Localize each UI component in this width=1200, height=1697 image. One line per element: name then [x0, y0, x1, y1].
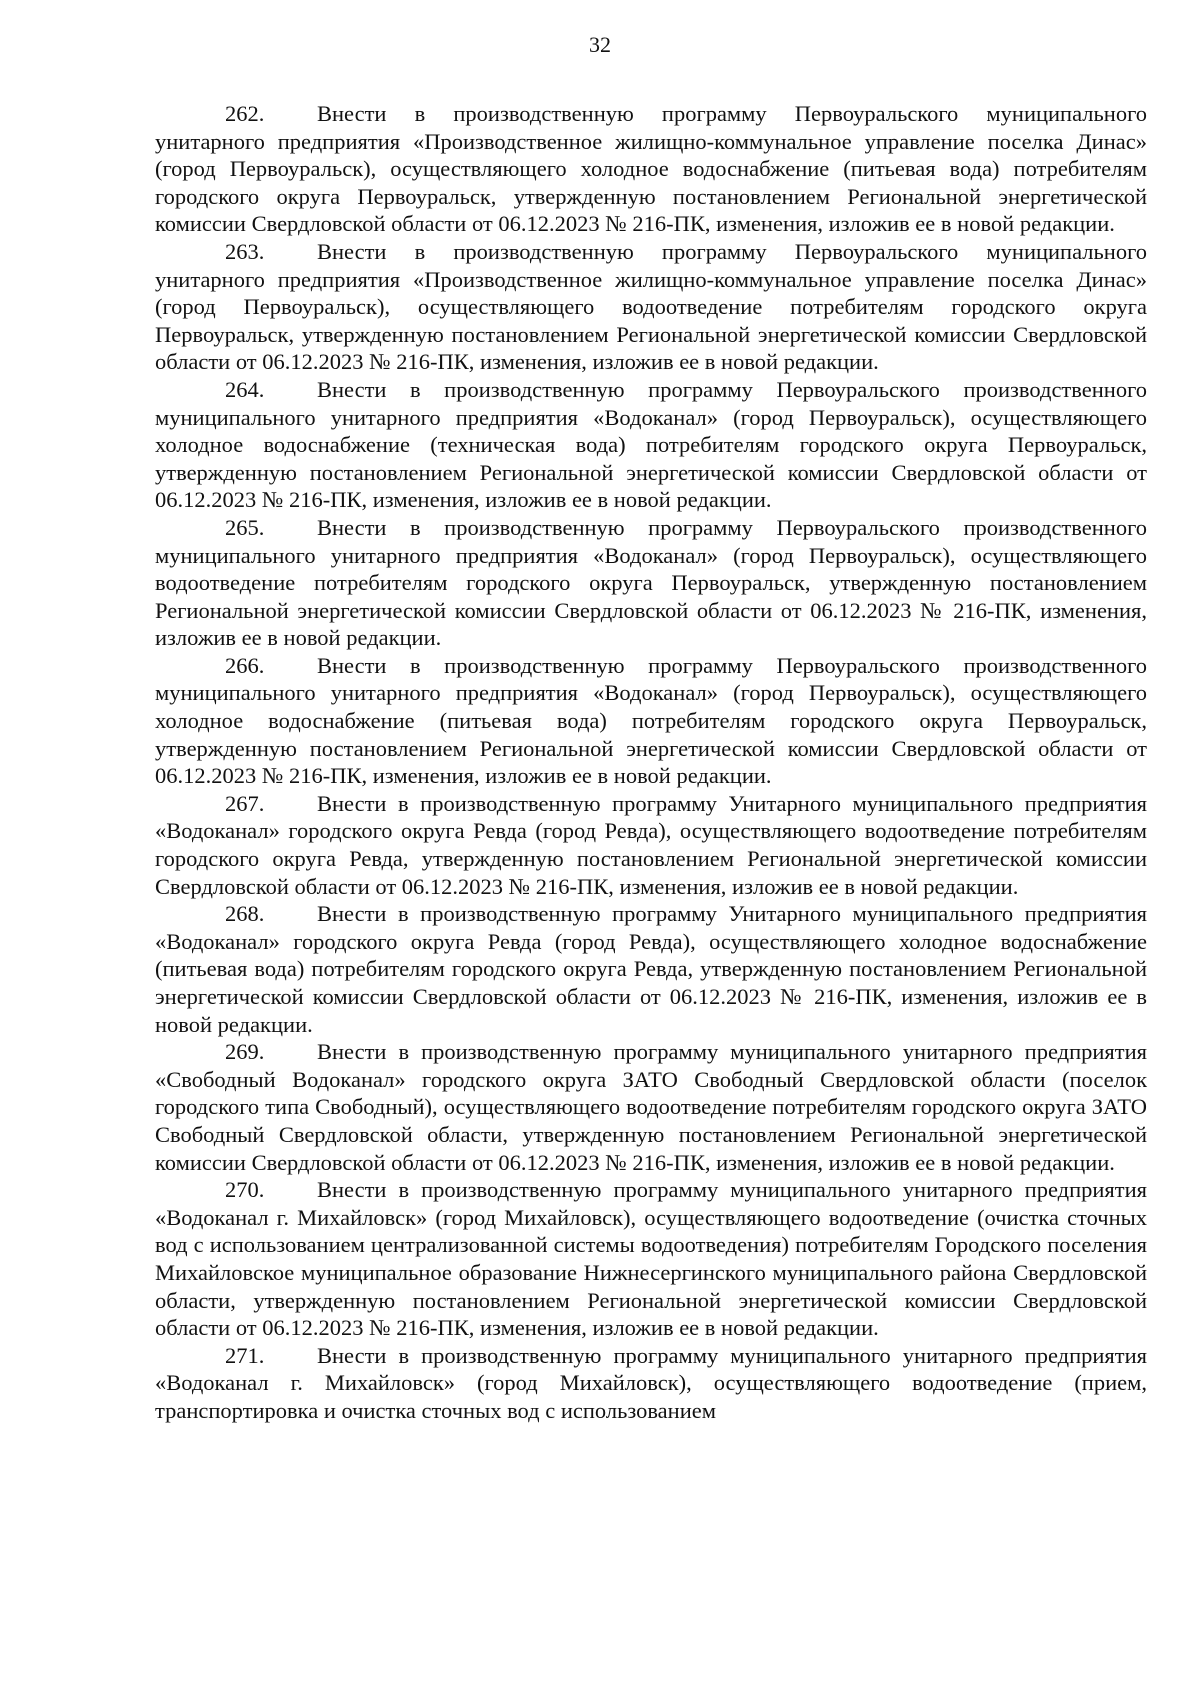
document-body — [155, 100, 1147, 1425]
item-text: Внести в производственную программу муниципального унитарного предприятия «Водоканал г. Михайловск» (город Михайловск), осуществляющего водоотведение (прием, транспортировка и очистка сточных вод с использованием — [155, 1342, 1147, 1423]
paragraph-item-265 — [155, 514, 1147, 652]
item-text: Внести в производственную программу Первоуральского муниципального унитарного предприятия «Производственное жилищно-коммунальное управление поселка Динас» (город Первоуральск), осуществляющего холодное водоснабжение (питьевая вода) потребителям городского округа Первоуральск, утвержденную постановлением Региональной энергетической комиссии Свердловской области от 06.12.2023 № 216-ПК, изменения, изложив ее в новой редакции. — [155, 101, 1147, 237]
item-text: Внести в производственную программу Первоуральского муниципального унитарного предприятия «Производственное жилищно-коммунальное управление поселка Динас» (город Первоуральск), осуществляющего водоотведение потребителям городского округа Первоуральск, утвержденную постановлением Региональной энергетической комиссии Свердловской области от 06.12.2023 № 216-ПК, изменения, изложив ее в новой редакции. — [155, 238, 1147, 375]
paragraph-item-269 — [155, 1038, 1147, 1176]
paragraph-item-264 — [155, 376, 1147, 514]
page-number: 32 — [589, 32, 611, 57]
paragraph-item-270 — [155, 1176, 1147, 1342]
item-text: Внести в производственную программу муниципального унитарного предприятия «Водоканал г. Михайловск» (город Михайловск), осуществляющего водоотведение (очистка сточных вод с использованием централизованной системы водоотведения) потребителям Городского поселения Михайловское муниципальное образование Нижнесергинского муниципального района Свердловской области, утвержденную постановлением Региональной энергетической комиссии Свердловской области от 06.12.2023 № 216-ПК, изменения, изложив ее в новой редакции. — [155, 1177, 1147, 1341]
paragraph-item-266 — [155, 652, 1147, 790]
item-number: 269. — [225, 1039, 265, 1065]
item-number: 268. — [225, 901, 265, 927]
item-text: Внести в производственную программу Унитарного муниципального предприятия «Водоканал» городского округа Ревда (город Ревда), осуществляющего водоотведение потребителям городского округа Ревда, утвержденную постановлением Региональной энергетической комиссии Свердловской области от 06.12.2023 № 216-ПК, изменения, изложив ее в новой редакции. — [155, 790, 1147, 899]
item-text: Внести в производственную программу Унитарного муниципального предприятия «Водоканал» городского округа Ревда (город Ревда), осуществляющего холодное водоснабжение (питьевая вода) потребителям городского округа Ревда, утвержденную постановлением Региональной энергетической комиссии Свердловской области от 06.12.2023 № 216-ПК, изменения, изложив ее в новой редакции. — [155, 901, 1147, 1037]
item-text: Внести в производственную программу Первоуральского производственного муниципального унитарного предприятия «Водоканал» (город Первоуральск), осуществляющего холодное водоснабжение (питьевая вода) потребителям городского округа Первоуральск, утвержденную постановлением Региональной энергетической комиссии Свердловской области от 06.12.2023 № 216-ПК, изменения, изложив ее в новой редакции. — [155, 652, 1147, 789]
paragraph-item-268 — [155, 900, 1147, 1038]
item-text: Внести в производственную программу Первоуральского производственного муниципального унитарного предприятия «Водоканал» (город Первоуральск), осуществляющего холодное водоснабжение (техническая вода) потребителям городского округа Первоуральск, утвержденную постановлением Региональной энергетической комиссии Свердловской области от 06.12.2023 № 216-ПК, изменения, изложив ее в новой редакции. — [155, 376, 1147, 513]
item-number: 265. — [225, 514, 265, 540]
item-number: 262. — [225, 101, 265, 126]
item-number: 267. — [225, 790, 265, 816]
paragraph-item-271 — [155, 1342, 1147, 1425]
item-number: 266. — [225, 652, 265, 678]
item-text: Внести в производственную программу муниципального унитарного предприятия «Свободный Водоканал» городского округа ЗАТО Свободный Свердловской области (поселок городского типа Свободный), осуществляющего водоотведение потребителям городского округа ЗАТО Свободный Свердловской области, утвержденную постановлением Региональной энергетической комиссии Свердловской области от 06.12.2023 № 216-ПК, изменения, изложив ее в новой редакции. — [155, 1039, 1147, 1175]
item-number: 263. — [225, 238, 265, 264]
item-number: 270. — [225, 1177, 265, 1203]
paragraph-item-263 — [155, 238, 1147, 376]
item-number: 271. — [225, 1342, 265, 1368]
paragraph-item-262 — [155, 100, 1147, 238]
item-text: Внести в производственную программу Первоуральского производственного муниципального унитарного предприятия «Водоканал» (город Первоуральск), осуществляющего водоотведение потребителям городского округа Первоуральск, утвержденную постановлением Региональной энергетической комиссии Свердловской области от 06.12.2023 № 216-ПК, изменения, изложив ее в новой редакции. — [155, 514, 1147, 651]
item-number: 264. — [225, 376, 265, 402]
paragraph-item-267 — [155, 790, 1147, 900]
